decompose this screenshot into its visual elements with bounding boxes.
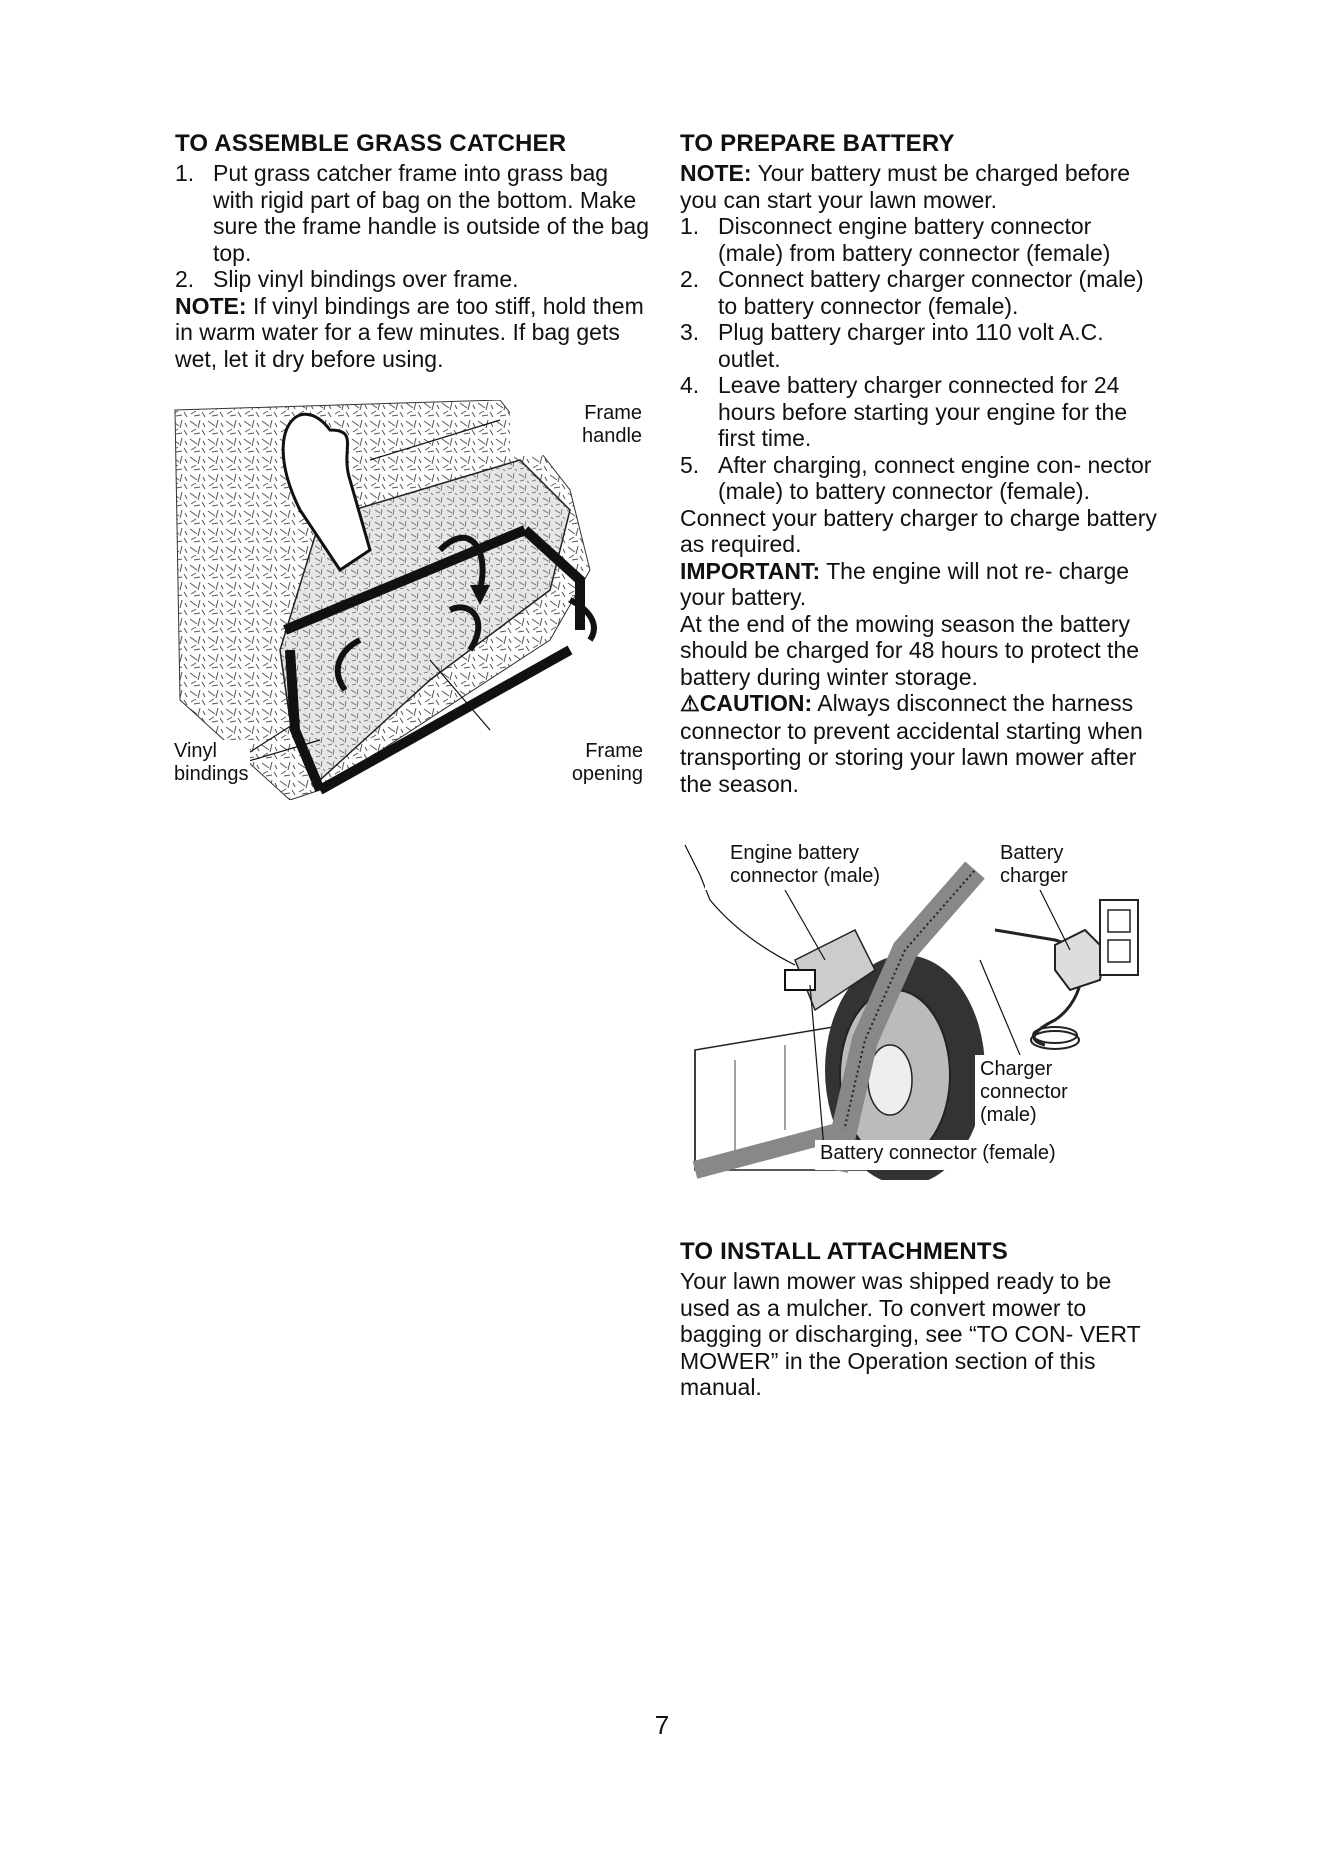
- step-number: 4.: [680, 372, 700, 398]
- frame-opening-label-line2: opening: [571, 763, 643, 785]
- charger-connector-label-line3: (male): [980, 1104, 1037, 1126]
- battery-note: [680, 160, 1160, 213]
- list-item: [175, 266, 655, 293]
- step-text: Put grass catcher frame into grass bag with rigid part of bag on the bottom. Make sure the frame handle is outside of the bag top.: [213, 160, 650, 266]
- vinyl-bindings-label-line2: bindings: [174, 763, 249, 785]
- battery-connector-female-label: Battery connector (female): [820, 1142, 1056, 1164]
- step-number: 2.: [680, 266, 700, 292]
- note-label: NOTE:: [175, 292, 247, 319]
- frame-opening-label-line1: Frame: [585, 740, 643, 762]
- step-text: Slip vinyl bindings over frame.: [213, 266, 519, 292]
- frame-handle-label-line1: Frame: [584, 402, 642, 424]
- note-label: NOTE:: [680, 160, 752, 186]
- step-text: Leave battery charger connected for 24 hours before starting your engine for the first time.: [718, 372, 1128, 451]
- list-item: [680, 213, 1160, 266]
- right-column: [680, 130, 1160, 797]
- battery-charger-illustration: [675, 840, 1145, 1180]
- important-text: The engine will not re- charge your battery.: [680, 557, 1130, 610]
- list-item: [175, 160, 655, 266]
- prepare-battery-heading: TO PREPARE BATTERY: [680, 130, 955, 157]
- step-text: Plug battery charger into 110 volt A.C. outlet.: [718, 319, 1104, 372]
- engine-connector-label-line1: Engine battery: [730, 842, 859, 864]
- assemble-steps-list: [175, 160, 655, 293]
- step-number: 3.: [680, 319, 700, 345]
- list-item: [680, 319, 1160, 372]
- battery-charger-label-line1: Battery: [1000, 842, 1064, 864]
- charger-connector-label-line2: connector: [980, 1081, 1068, 1103]
- left-column: [175, 130, 655, 372]
- season-storage-text: At the end of the mowing season the battery should be charged for 48 hours to protect the battery during winter storage.: [680, 610, 1140, 690]
- page-number: 7: [654, 1710, 670, 1740]
- list-item: [680, 452, 1160, 505]
- engine-connector-label-line2: connector (male): [730, 865, 881, 887]
- step-number: 1.: [175, 160, 195, 186]
- important-note: [680, 558, 1160, 611]
- install-attachments-text: Your lawn mower was shipped ready to be used as a mulcher. To convert mower to bagging or discharging, see “TO CON- VERT MOWER” in the Operation section of this manual.: [680, 1268, 1141, 1400]
- attachments-section: [680, 1238, 1160, 1401]
- connect-charger-text: Connect your battery charger to charge battery as required.: [680, 504, 1157, 557]
- note-text: Your battery must be charged before you can start your lawn mower.: [680, 160, 1131, 213]
- warning-triangle-icon: ⚠: [680, 691, 700, 716]
- charger-connector-label-line1: Charger: [980, 1058, 1053, 1080]
- caution-text: Always disconnect the harness connector to prevent accidental starting when transporting or storing your lawn mower after the season.: [680, 690, 1143, 797]
- step-number: 1.: [680, 213, 700, 239]
- important-label: IMPORTANT:: [680, 557, 821, 584]
- battery-steps-list: [680, 213, 1160, 505]
- vinyl-note: [175, 293, 655, 373]
- step-number: 5.: [680, 451, 700, 478]
- battery-charger-figure: [675, 840, 1145, 1180]
- list-item: [680, 266, 1160, 319]
- battery-charger-label-line2: charger: [1000, 865, 1068, 887]
- grass-catcher-figure: [170, 400, 650, 800]
- note-text: If vinyl bindings are too stiff, hold them in warm water for a few minutes. If bag gets wet, let it dry before using.: [175, 292, 644, 372]
- caution-note: [680, 690, 1160, 797]
- step-text: Connect battery charger connector (male) to battery connector (female).: [718, 266, 1144, 319]
- vinyl-bindings-label-line1: Vinyl: [174, 740, 217, 762]
- step-text: After charging, connect engine con- nector (male) to battery connector (female).: [718, 451, 1152, 504]
- step-number: 2.: [175, 266, 195, 292]
- assemble-grass-catcher-heading: TO ASSEMBLE GRASS CATCHER: [175, 130, 567, 157]
- install-attachments-heading: TO INSTALL ATTACHMENTS: [680, 1238, 1008, 1265]
- step-text: Disconnect engine battery connector (male) from battery connector (female): [718, 213, 1111, 266]
- list-item: [680, 372, 1160, 452]
- frame-handle-label-line2: handle: [582, 425, 643, 447]
- caution-label: CAUTION:: [699, 690, 813, 716]
